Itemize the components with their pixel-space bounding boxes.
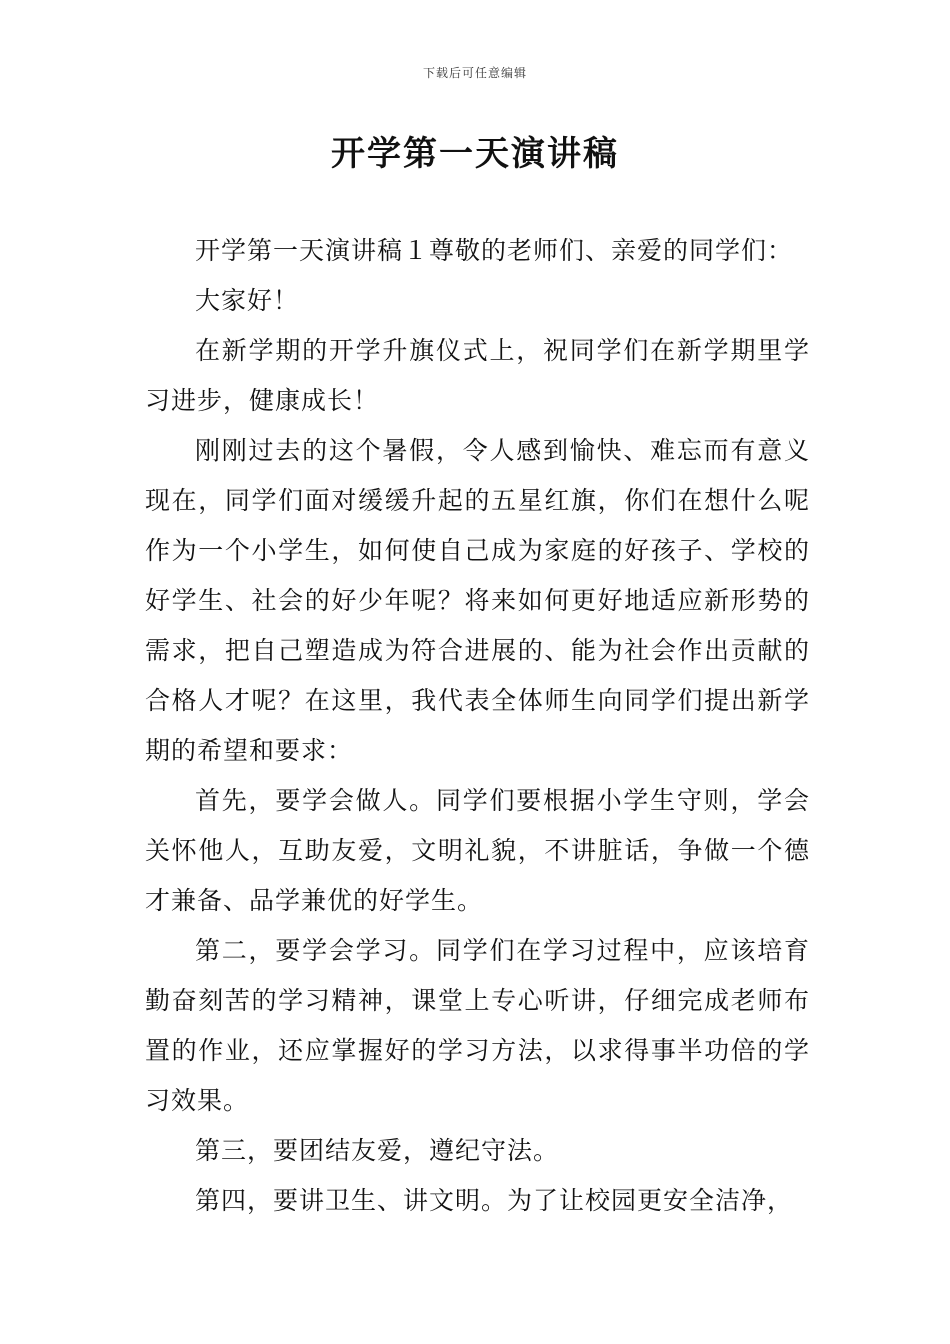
paragraph-salutation: 开学第一天演讲稿１尊敬的老师们、亲爱的同学们： — [195, 236, 794, 265]
paragraph-greeting: 大家好！ — [195, 286, 300, 315]
page-header-note: 下载后可任意编辑 — [422, 66, 527, 80]
paragraph-wishes: 在新学期的开学升旗仪式上，祝同学们在新学期里学习进步，健康成长！ — [145, 336, 810, 415]
paragraph-fourth-point: 第四，要讲卫生、讲文明。为了让校园更安全洁净， — [195, 1186, 794, 1215]
document-title: 开学第一天演讲稿 — [331, 134, 619, 174]
paragraph-summer-reflection: 刚刚过去的这个暑假，令人感到愉快、难忘而有意义现在，同学们面对缓缓升起的五星红旗，你们在想什么呢作为一个小学生，如何使自己成为家庭的好孩子、学校的好学生、社会的好少年呢？将来如何更好地适应新形势的需求，把自己塑造成为符合进展的、能为社会作出贡献的合格人才呢？在这里，我代表全体师生向同学们提出新学期的希望和要求： — [145, 436, 810, 765]
paragraph-first-point: 首先，要学会做人。同学们要根据小学生守则，学会关怀他人，互助友爱，文明礼貌，不讲脏话，争做一个德才兼备、品学兼优的好学生。 — [145, 786, 810, 915]
document-body — [145, 226, 810, 1226]
paragraph-third-point: 第三，要团结友爱，遵纪守法。 — [195, 1136, 560, 1165]
paragraph-second-point: 第二，要学会学习。同学们在学习过程中，应该培育勤奋刻苦的学习精神，课堂上专心听讲，仔细完成老师布置的作业，还应掌握好的学习方法，以求得事半功倍的学习效果。 — [145, 936, 810, 1115]
